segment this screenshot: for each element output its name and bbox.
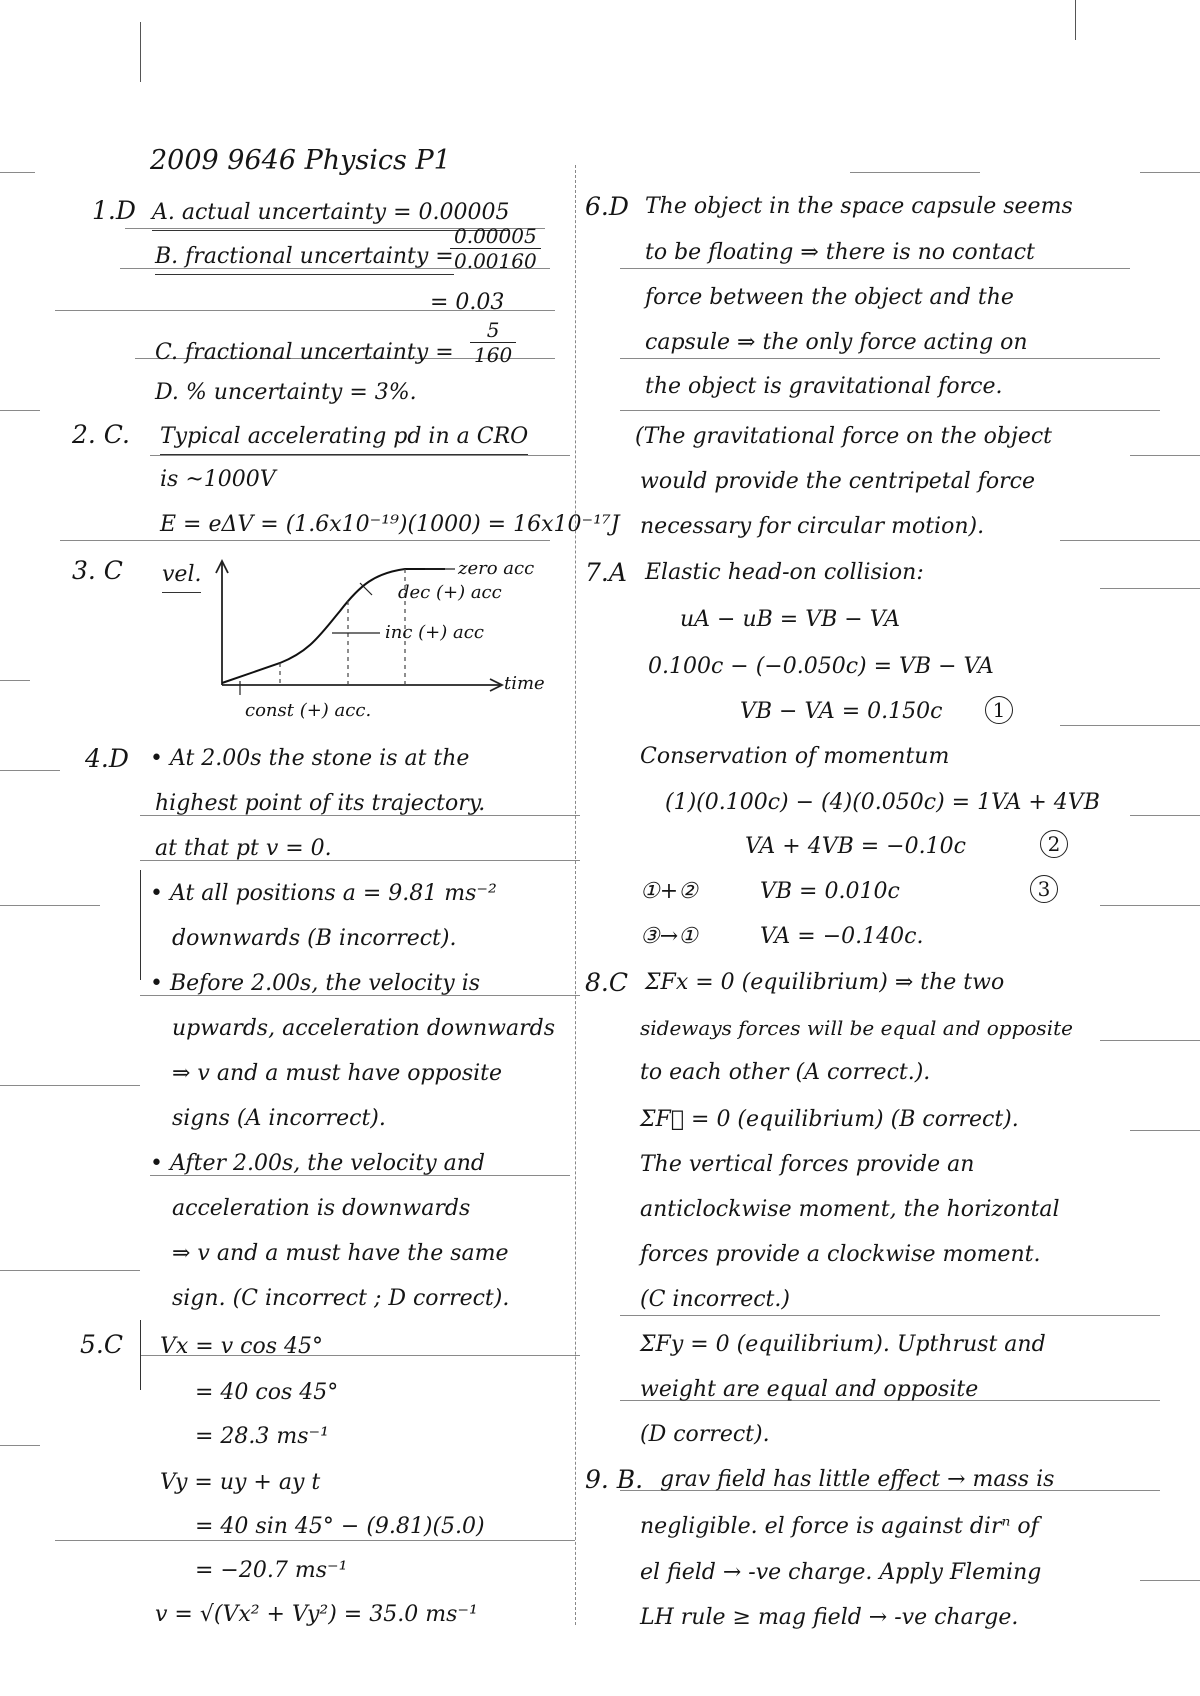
graph-x-label: time [504, 673, 545, 694]
q6-line: The object in the space capsule seems [645, 194, 1073, 219]
q6-number: 6.D [585, 192, 629, 221]
page-title: 2009 9646 Physics P1 [150, 145, 451, 176]
q5-line: = 28.3 ms⁻¹ [195, 1424, 329, 1449]
page-rule [0, 172, 35, 173]
page-rule [0, 680, 30, 681]
page-rule [0, 770, 60, 771]
q5-bracket [140, 1320, 141, 1390]
equation-marker: 2 [1040, 830, 1068, 858]
q5-line: = 40 cos 45° [195, 1380, 339, 1405]
q8-line: anticlockwise moment, the horizontal [640, 1197, 1060, 1222]
q4-line: downwards (B incorrect). [172, 926, 457, 951]
q8-number: 8.C [585, 968, 628, 997]
graph-zero-acc-label: zero acc [458, 558, 535, 579]
page-rule [60, 540, 550, 541]
page-rule [1140, 1580, 1200, 1581]
page-rule [0, 1445, 40, 1446]
graph-inc-acc-label: inc (+) acc [385, 622, 484, 643]
q8-line: to each other (A correct.). [640, 1060, 931, 1085]
page-rule [1100, 1040, 1200, 1041]
q4-line: signs (A incorrect). [172, 1106, 386, 1131]
q2-line-2: is ~1000V [160, 467, 276, 492]
q8-line: ΣFy = 0 (equilibrium). Upthrust and [640, 1332, 1046, 1357]
q4-line: sign. (C incorrect ; D correct). [172, 1286, 510, 1311]
q7-line-5: Conservation of momentum [640, 744, 950, 769]
q7-marker-3 [1030, 873, 1058, 903]
page-rule [0, 1270, 140, 1271]
q6-line: the object is gravitational force. [645, 374, 1003, 399]
q9-line: negligible. el force is against dirⁿ of [640, 1514, 1039, 1539]
page-rule [620, 410, 1160, 411]
page-rule [1130, 455, 1200, 456]
q2-line-1: Typical accelerating pd in a CRO [160, 422, 528, 455]
q4-number: 4.D [85, 744, 129, 773]
q7-line-2: uA − uB = VB − VA [680, 607, 900, 632]
q6-line: capsule ⇒ the only force acting on [645, 330, 1028, 355]
q9-line: LH rule ≥ mag field → -ve charge. [640, 1605, 1019, 1630]
q2-line-3: E = eΔV = (1.6x10⁻¹⁹)(1000) = 16x10⁻¹⁷J [160, 512, 620, 537]
page-rule [0, 410, 40, 411]
q4-line: • At all positions a = 9.81 ms⁻² [150, 881, 497, 906]
q7-line-1: Elastic head-on collision: [645, 560, 924, 585]
q5-line: = 40 sin 45° − (9.81)(5.0) [195, 1514, 485, 1539]
q7-marker-1 [985, 694, 1013, 724]
q1-line-b: B. fractional uncertainty = [155, 242, 454, 275]
q1-fraction-b-num: 0.00005 [450, 224, 541, 249]
scan-mark [1075, 0, 1076, 40]
page-rule [1130, 1130, 1200, 1131]
q8-line: forces provide a clockwise moment. [640, 1242, 1041, 1267]
q5-line: Vy = uy + ay t [160, 1470, 321, 1495]
q2-number: 2. C. [72, 420, 130, 449]
q8-line: weight are equal and opposite [640, 1377, 979, 1402]
page-rule [620, 358, 1160, 359]
q6-line: to be floating ⇒ there is no contact [645, 240, 1035, 265]
q7-number: 7.A [585, 558, 627, 587]
page-rule [620, 268, 1130, 269]
q1-line-d: D. % uncertainty = 3%. [155, 380, 417, 405]
q4-line: • After 2.00s, the velocity and [150, 1151, 485, 1176]
q1-line-c: C. fractional uncertainty = [155, 340, 454, 365]
equation-marker: 3 [1030, 875, 1058, 903]
scan-mark [140, 22, 141, 82]
equation-marker: 1 [985, 696, 1013, 724]
q1-number: 1.D [92, 196, 136, 225]
q4-line: upwards, acceleration downwards [172, 1016, 555, 1041]
q9-line: grav field has little effect → mass is [660, 1467, 1055, 1492]
page-rule [1130, 815, 1200, 816]
page-rule [1060, 725, 1200, 726]
q1-line-a: A. actual uncertainty = 0.00005 [152, 198, 510, 231]
q8-line: sideways forces will be equal and opposite [640, 1016, 1073, 1040]
q8-line: ΣFx = 0 (equilibrium) ⇒ the two [645, 970, 1005, 995]
q7-line-8a: ①+② [640, 879, 698, 904]
q5-line: Vx = v cos 45° [160, 1334, 323, 1359]
q1-fraction-c [470, 318, 516, 367]
page-rule [0, 1085, 140, 1086]
q6-line: necessary for circular motion). [640, 514, 985, 539]
q3-y-label: vel. [162, 560, 201, 593]
q7-marker-2 [1040, 828, 1068, 858]
q4-line: ⇒ v and a must have the same [172, 1241, 509, 1266]
page-rule [850, 172, 980, 173]
q7-line-7: VA + 4VB = −0.10c [745, 834, 966, 859]
q4-text-block [150, 744, 555, 1311]
q1-fraction-c-den: 160 [474, 343, 513, 367]
q4-line: • Before 2.00s, the velocity is [150, 971, 481, 996]
q1-fraction-b-den: 0.00160 [454, 249, 537, 273]
page-rule [620, 1315, 1160, 1316]
q7-line-3: 0.100c − (−0.050c) = VB − VA [648, 654, 994, 679]
q6-line: (The gravitational force on the object [635, 424, 1053, 449]
q8-line: (D correct). [640, 1422, 770, 1447]
q7-line-6: (1)(0.100c) − (4)(0.050c) = 1VA + 4VB [665, 790, 1100, 815]
page-rule [1140, 172, 1200, 173]
q4-bracket [140, 870, 141, 980]
q6-line: would provide the centripetal force [640, 469, 1036, 494]
q8-line: (C incorrect.) [640, 1287, 790, 1312]
q1-result-b: = 0.03 [430, 290, 505, 315]
column-divider [575, 165, 576, 1625]
page-rule [0, 905, 100, 906]
q7-line-4: VB − VA = 0.150c [740, 699, 943, 724]
q8-line: The vertical forces provide an [640, 1152, 975, 1177]
q5-number: 5.C [80, 1330, 123, 1359]
q4-line: at that pt v = 0. [155, 836, 332, 861]
q4-line: acceleration is downwards [172, 1196, 471, 1221]
page-rule [1060, 540, 1200, 541]
q5-line: v = √(Vx² + Vy²) = 35.0 ms⁻¹ [155, 1602, 478, 1627]
page-rule [1100, 905, 1200, 906]
q7-line-9a: ③→① [640, 924, 698, 949]
q7-line-9b: VA = −0.140c. [760, 924, 924, 949]
graph-const-acc-label: const (+) acc. [245, 700, 372, 721]
graph-dec-acc-label: dec (+) acc [398, 582, 502, 603]
q8-line: ΣF⃗ = 0 (equilibrium) (B correct). [640, 1107, 1019, 1132]
q9-number: 9. B. [585, 1465, 644, 1494]
q4-line: highest point of its trajectory. [155, 791, 486, 816]
q3-number: 3. C [72, 556, 123, 585]
q1-fraction-b [450, 224, 541, 273]
page-rule [1100, 588, 1200, 589]
q4-line: ⇒ v and a must have opposite [172, 1061, 503, 1086]
q7-line-8b: VB = 0.010c [760, 879, 900, 904]
q5-line: = −20.7 ms⁻¹ [195, 1558, 348, 1583]
q4-line: • At 2.00s the stone is at the [150, 746, 470, 771]
q6-line: force between the object and the [645, 285, 1014, 310]
page-rule [150, 455, 570, 456]
q9-line: el field → -ve charge. Apply Fleming [640, 1560, 1042, 1585]
q1-fraction-c-num: 5 [470, 318, 516, 343]
